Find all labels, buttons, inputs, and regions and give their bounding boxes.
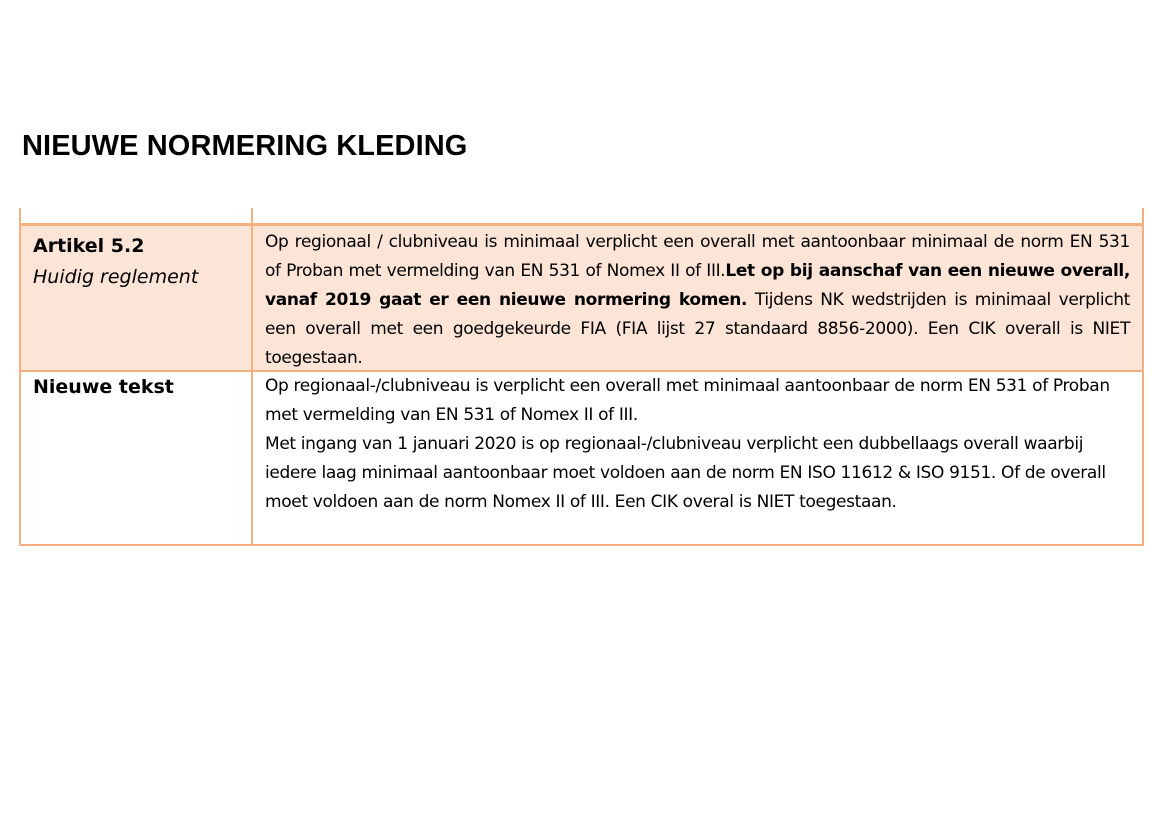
new-text-label: Nieuwe tekst — [33, 376, 174, 398]
table-row-stub — [21, 208, 1142, 223]
column-divider — [251, 208, 253, 223]
current-rule-sublabel: Huidig reglement — [33, 266, 199, 288]
column-divider — [251, 372, 253, 544]
table-row-new-text — [21, 372, 1142, 544]
regulation-table — [19, 208, 1144, 546]
current-rule-text-part1: Op regionaal / clubniveau is minimaal verplicht een overall met aantoonbaar minimaal de norm EN 531 of Proban met vermelding van EN 531 of Nomex II of III. — [265, 232, 1130, 281]
new-rule-paragraph-1: Op regionaal-/clubniveau is verplicht een overall met minimaal aantoonbaar de norm EN 531 of Proban met vermelding van EN 531 of Nomex II of III. — [265, 376, 1110, 425]
current-rule-text-part2: Tijdens NK wedstrijden is minimaal verplicht een overall met een goedgekeurde FIA (FIA lijst 27 standaard 8856-2000). Een CIK overall is NIET toegestaan. — [265, 290, 1130, 368]
row-label-cell — [33, 372, 243, 403]
article-label: Artikel 5.2 — [33, 235, 145, 257]
column-divider — [251, 226, 253, 370]
row-label-cell — [33, 231, 243, 293]
current-rule-warning: Let op bij aanschaf van een nieuwe overall, vanaf 2019 gaat er een nieuwe normering komen. — [265, 261, 1131, 310]
current-rule-text — [265, 228, 1130, 373]
new-rule-text — [265, 372, 1130, 517]
new-rule-paragraph-2: Met ingang van 1 januari 2020 is op regionaal-/clubniveau verplicht een dubbellaags overall waarbij iedere laag minimaal aantoonbaar moet voldoen aan de norm EN ISO 11612 & ISO 9151. Of de overall moet voldoen aan de norm Nomex II of III. Een CIK overal is NIET toegestaan. — [265, 434, 1106, 512]
page-title: NIEUWE NORMERING KLEDING — [22, 130, 468, 162]
table-row-current-rule — [21, 223, 1142, 372]
